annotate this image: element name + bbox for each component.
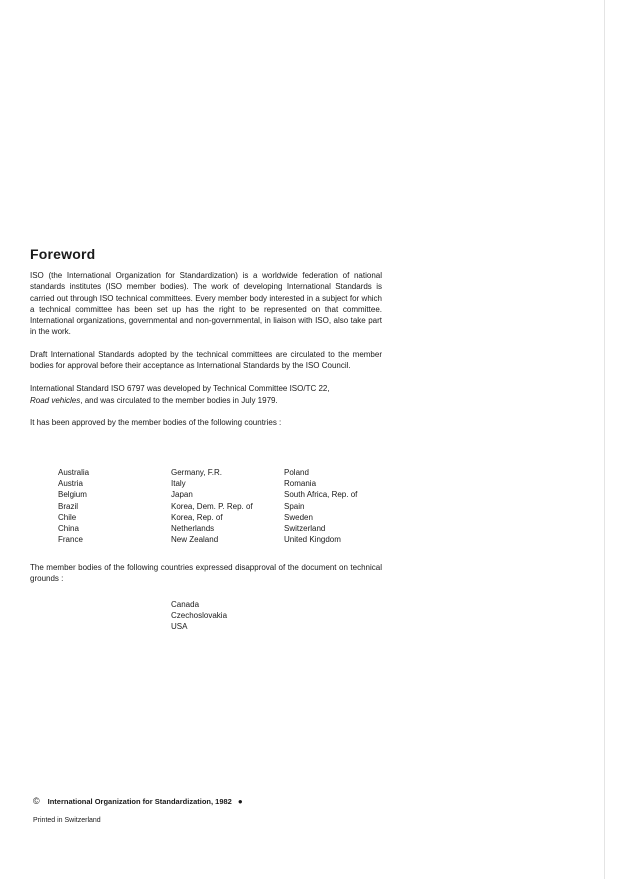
country-item: Japan bbox=[171, 490, 193, 500]
country-item: USA bbox=[171, 622, 188, 632]
paragraph-iso-intro: ISO (the International Organization for Standardization) is a worldwide federation of national standards institutes (ISO member bodies). The work of developing International Standards is carried out through ISO technical committees. Every member body interested in a subject for which a technical committee has been set up has the right to be represented on that committee. International organizations, governmental and non-governmental, in liaison with ISO, also take part in the work. bbox=[30, 271, 382, 337]
country-item: New Zealand bbox=[171, 535, 219, 545]
country-item: China bbox=[58, 523, 79, 533]
countries-column-1 bbox=[58, 467, 158, 545]
country-item: France bbox=[58, 535, 83, 545]
country-item: Korea, Dem. P. Rep. of bbox=[171, 501, 253, 511]
country-item: Romania bbox=[284, 479, 317, 489]
country-item: Switzerland bbox=[284, 523, 326, 533]
country-item: Belgium bbox=[58, 490, 87, 500]
country-item: Germany, F.R. bbox=[171, 468, 222, 477]
country-item: Sweden bbox=[284, 512, 313, 522]
country-item: Italy bbox=[171, 479, 186, 489]
paragraph-disapproval: The member bodies of the following countries expressed disapproval of the document on technical grounds : bbox=[30, 563, 382, 584]
country-item: Australia bbox=[58, 468, 90, 477]
country-item: Spain bbox=[284, 501, 305, 511]
page-edge-line bbox=[604, 0, 605, 879]
country-item: South Africa, Rep. of bbox=[284, 490, 358, 500]
country-item: United Kingdom bbox=[284, 535, 341, 545]
copyright-line bbox=[33, 796, 243, 806]
committee-title-italic: Road vehicles bbox=[30, 395, 81, 405]
country-item: Netherlands bbox=[171, 523, 215, 533]
country-item: Korea, Rep. of bbox=[171, 512, 223, 522]
development-text-b: , and was circulated to the member bodies in July 1979. bbox=[80, 395, 278, 405]
printed-in-line: Printed in Switzerland bbox=[33, 817, 101, 824]
country-item: Austria bbox=[58, 479, 83, 489]
countries-column-2 bbox=[171, 467, 271, 545]
country-item: Czechoslovakia bbox=[171, 611, 228, 621]
bullet-icon: ● bbox=[237, 796, 243, 806]
countries-column-3 bbox=[284, 467, 394, 545]
paragraph-development bbox=[30, 383, 382, 406]
country-item: Poland bbox=[284, 468, 309, 477]
country-item: Brazil bbox=[58, 501, 79, 511]
country-item: Chile bbox=[58, 512, 77, 522]
country-item: Canada bbox=[171, 600, 200, 609]
copyright-icon: © bbox=[33, 796, 40, 806]
disapproving-countries-list bbox=[171, 599, 227, 633]
paragraph-draft-standards: Draft International Standards adopted by the technical committees are circulated to the member bodies for approval before their acceptance as International Standards by the ISO Council. bbox=[30, 349, 382, 371]
copyright-text: International Organization for Standardization, 1982 bbox=[47, 796, 232, 806]
development-text-a: International Standard ISO 6797 was developed by Technical Committee ISO/TC 22, bbox=[30, 384, 330, 394]
foreword-heading: Foreword bbox=[30, 246, 96, 262]
paragraph-approval: It has been approved by the member bodies of the following countries : bbox=[30, 417, 282, 427]
foreword-section bbox=[30, 246, 382, 428]
